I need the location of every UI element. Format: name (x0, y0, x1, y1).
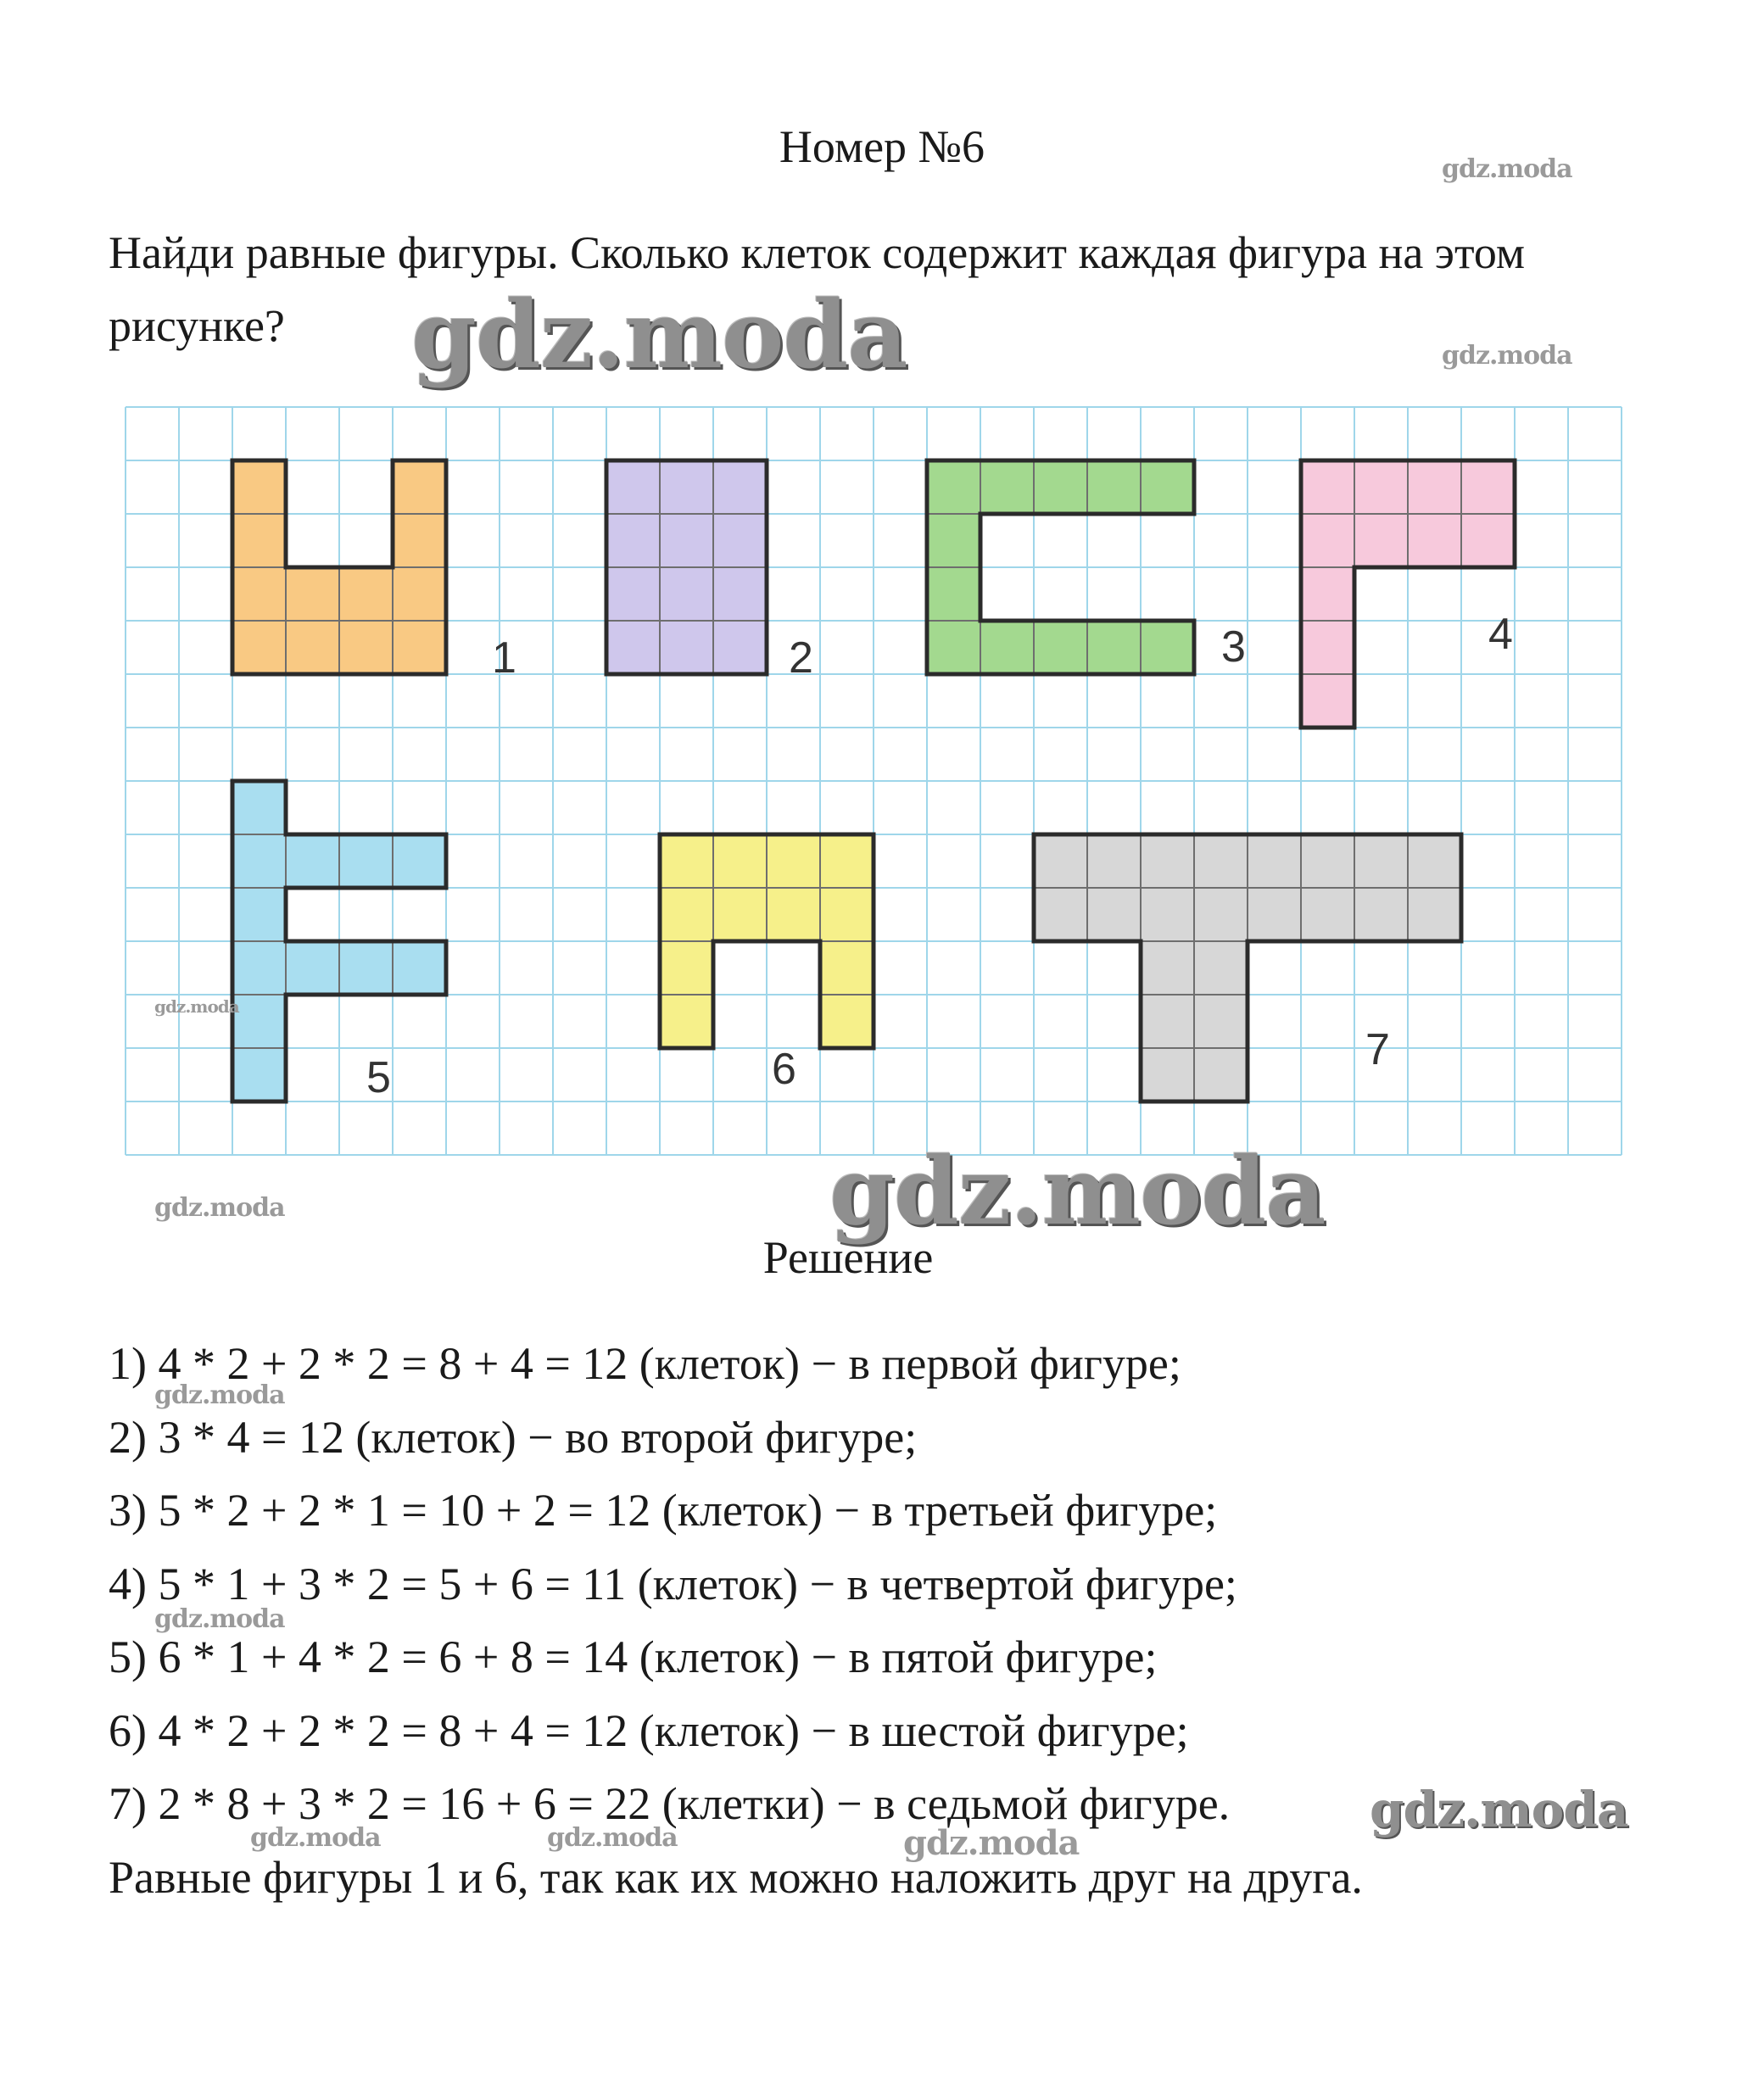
page-title: Номер №6 (779, 121, 985, 172)
figure-cell (660, 888, 713, 941)
figure-cell (1087, 888, 1141, 941)
figure-cell (820, 995, 874, 1048)
figure-cell (1301, 567, 1354, 621)
figure-cell (1301, 674, 1354, 728)
figure-cell (1087, 460, 1141, 514)
figure-cell (1408, 514, 1461, 567)
figure-label-2: 2 (789, 633, 813, 683)
figure-cell (606, 460, 660, 514)
figure-cell (927, 514, 980, 567)
figure-cell (393, 567, 446, 621)
figure-cell (980, 621, 1034, 674)
watermark: gdz.moda (154, 996, 239, 1017)
watermark: gdz.moda (1370, 1781, 1628, 1838)
figure-cell (339, 567, 393, 621)
figure-cell (1141, 834, 1194, 888)
figure-7 (1034, 834, 1461, 1101)
figure-cell (339, 941, 393, 995)
figure-cell (660, 460, 713, 514)
watermark: gdz.moda (1442, 341, 1572, 371)
figure-cell (393, 514, 446, 567)
figure-cell (820, 834, 874, 888)
solution-line-4: 4) 5 * 1 + 3 * 2 = 5 + 6 = 11 (клеток) − в четвертой фигуре; (109, 1558, 1237, 1609)
figure-cell (1301, 621, 1354, 674)
figure-cell (980, 460, 1034, 514)
figure-cell (767, 888, 820, 941)
figure-cell (1354, 460, 1408, 514)
watermark: gdz.moda (154, 1604, 285, 1634)
watermark: gdz.moda (547, 1823, 678, 1853)
figure-cell (1034, 460, 1087, 514)
figure-cell (1141, 995, 1194, 1048)
figure-label-4: 4 (1488, 610, 1513, 659)
figure-cell (767, 834, 820, 888)
figure-cell (1034, 621, 1087, 674)
figure-cell (1248, 888, 1301, 941)
figure-cell (232, 621, 286, 674)
figure-cell (1248, 834, 1301, 888)
figure-label-5: 5 (366, 1053, 391, 1102)
solution-heading: Решение (762, 1232, 934, 1283)
figure-cell (1194, 834, 1248, 888)
figure-cell (339, 621, 393, 674)
figure-cell (820, 941, 874, 995)
figure-cell (1461, 514, 1515, 567)
task-text: Найди равные фигуры. Сколько клеток содержит каждая фигура на этом рисунке? (109, 227, 1526, 351)
solution-line-6: 6) 4 * 2 + 2 * 2 = 8 + 4 = 12 (клеток) − в шестой фигуре; (109, 1704, 1189, 1756)
figure-cell (927, 567, 980, 621)
figure-cell (393, 834, 446, 888)
solution-line-7: 7) 2 * 8 + 3 * 2 = 16 + 6 = 22 (клетки) − в седьмой фигуре. (109, 1778, 1231, 1829)
watermark: gdz.moda (411, 280, 907, 389)
figure-cell (660, 834, 713, 888)
figure-cell (1301, 514, 1354, 567)
figure-cell (1141, 460, 1194, 514)
figure-cell (1301, 460, 1354, 514)
figure-cell (713, 514, 767, 567)
figure-cell (1194, 995, 1248, 1048)
figure-cell (713, 888, 767, 941)
figure-label-1: 1 (492, 633, 516, 683)
figure-cell (713, 460, 767, 514)
figure-cell (286, 834, 339, 888)
figure-cell (232, 781, 286, 834)
figure-cell (660, 514, 713, 567)
grid-figure (119, 377, 1628, 1157)
figure-cell (606, 567, 660, 621)
figure-cell (1034, 888, 1087, 941)
solution-line-5: 5) 6 * 1 + 4 * 2 = 6 + 8 = 14 (клеток) − в пятой фигуре; (109, 1631, 1158, 1682)
figure-cell (1034, 834, 1087, 888)
figure-label-3: 3 (1221, 622, 1246, 672)
figure-cell (286, 567, 339, 621)
figure-cell (660, 621, 713, 674)
figure-cell (232, 888, 286, 941)
solution-line-1: 1) 4 * 2 + 2 * 2 = 8 + 4 = 12 (клеток) − в первой фигуре; (109, 1338, 1181, 1389)
watermark: gdz.moda (903, 1823, 1080, 1863)
figure-cell (1408, 888, 1461, 941)
figure-cell (1408, 460, 1461, 514)
figure-cell (393, 460, 446, 514)
watermark: gdz.moda (829, 1136, 1326, 1246)
figure-cell (286, 941, 339, 995)
figure-cell (1354, 834, 1408, 888)
figure-cell (1461, 460, 1515, 514)
solution-conclusion: Равные фигуры 1 и 6, так как их можно наложить друг на друга. (109, 1851, 1363, 1903)
figure-cell (1301, 888, 1354, 941)
figure-cell (1354, 514, 1408, 567)
figure-cell (1141, 888, 1194, 941)
figure-cell (1141, 1048, 1194, 1101)
figure-label-7: 7 (1365, 1025, 1390, 1074)
figure-cell (232, 1048, 286, 1101)
figure-cell (713, 834, 767, 888)
watermark: gdz.moda (1442, 154, 1572, 184)
figure-cell (393, 621, 446, 674)
figure-cell (1087, 834, 1141, 888)
figure-cell (1087, 621, 1141, 674)
figure-cell (1354, 888, 1408, 941)
figure-cell (393, 941, 446, 995)
figure-cell (339, 834, 393, 888)
figure-cell (713, 567, 767, 621)
figure-cell (1194, 888, 1248, 941)
figure-cell (606, 514, 660, 567)
watermark: gdz.moda (250, 1823, 381, 1853)
figure-cell (1141, 941, 1194, 995)
figure-cell (1194, 941, 1248, 995)
figure-cell (606, 621, 660, 674)
figure-cell (820, 888, 874, 941)
figure-cell (713, 621, 767, 674)
figure-cell (232, 567, 286, 621)
figure-cell (1194, 1048, 1248, 1101)
figure-label-6: 6 (772, 1045, 796, 1094)
figure-cell (232, 514, 286, 567)
figure-cell (1408, 834, 1461, 888)
figure-cell (232, 995, 286, 1048)
watermark: gdz.moda (154, 1380, 285, 1410)
figure-cell (927, 621, 980, 674)
figure-cell (232, 834, 286, 888)
figure-cell (1301, 834, 1354, 888)
watermark: gdz.moda (154, 1193, 285, 1223)
figure-cell (232, 460, 286, 514)
figure-cell (660, 941, 713, 995)
figure-cell (232, 941, 286, 995)
figure-cell (660, 567, 713, 621)
figure-cell (660, 995, 713, 1048)
solution-line-2: 2) 3 * 4 = 12 (клеток) − во второй фигуре; (109, 1411, 918, 1463)
figure-2 (606, 460, 767, 674)
figure-cell (286, 621, 339, 674)
figure-cell (1141, 621, 1194, 674)
figure-cell (927, 460, 980, 514)
solution-line-3: 3) 5 * 2 + 2 * 1 = 10 + 2 = 12 (клеток) − в третьей фигуре; (109, 1485, 1218, 1536)
